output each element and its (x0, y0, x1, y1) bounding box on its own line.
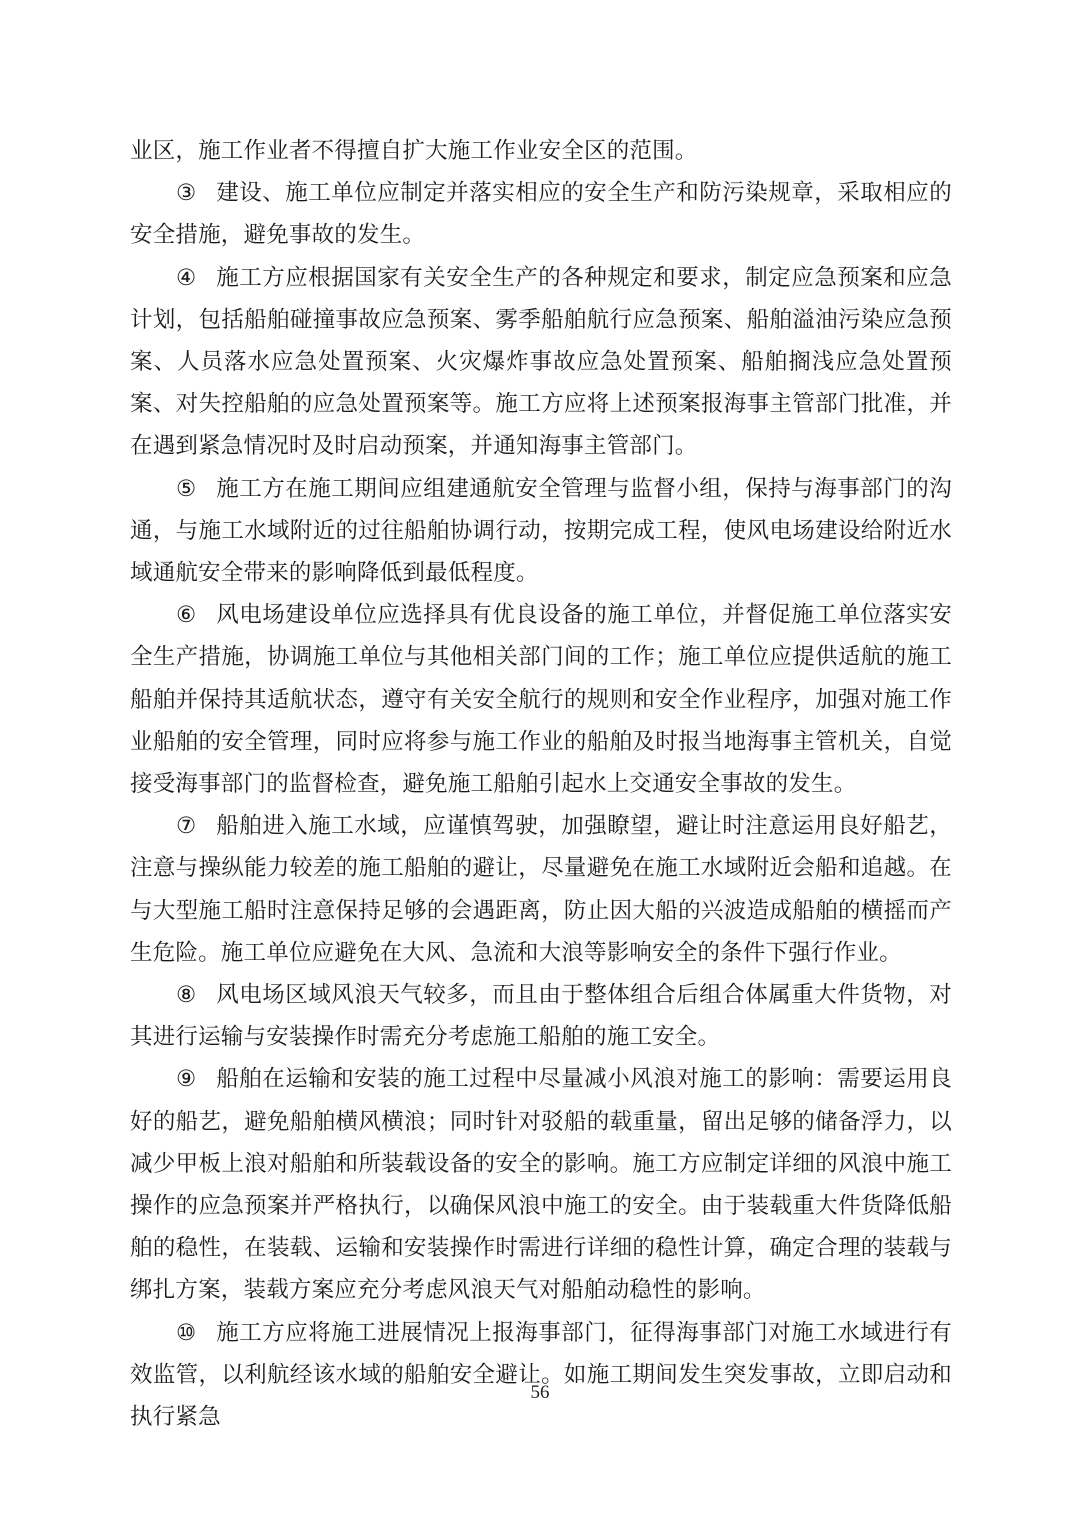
list-item-9 (130, 1058, 952, 1311)
item-number: ⑦ (176, 813, 197, 840)
list-item-4 (130, 257, 952, 468)
item-text: 施工方应根据国家有关安全生产的各种规定和要求，制定应急预案和应急计划，包括船舶碰撞事故应急预案、雾季船舶航行应急预案、船舶溢油污染应急预案、人员落水应急处置预案、火灾爆炸事故应急处置预案、船舶搁浅应急处置预案、对失控船舶的应急处置预案等。施工方应将上述预案报海事主管部门批准，并在遇到紧急情况时及时启动预案，并通知海事主管部门。 (130, 264, 952, 460)
list-item-8 (130, 974, 952, 1058)
item-number: ④ (176, 264, 197, 291)
list-item-5 (130, 468, 952, 595)
item-number: ⑩ (176, 1319, 197, 1346)
list-item-6 (130, 594, 952, 805)
list-item-10 (130, 1312, 952, 1439)
continuation-paragraph: 业区，施工作业者不得擅自扩大施工作业安全区的范围。 (130, 138, 698, 164)
list-item-3 (130, 172, 952, 256)
item-text: 船舶在运输和安装的施工过程中尽量减小风浪对施工的影响：需要运用良好的船艺，避免船舶横风横浪；同时针对驳船的载重量，留出足够的储备浮力，以减少甲板上浪对船舶和所装载设备的安全的影响。施工方应制定详细的风浪中施工操作的应急预案并严格执行，以确保风浪中施工的安全。由于装载重大件货降低船舶的稳性，在装载、运输和安装操作时需进行详细的稳性计算，确定合理的装载与绑扎方案，装载方案应充分考虑风浪天气对船舶动稳性的影响。 (130, 1066, 952, 1304)
item-text: 施工方在施工期间应组建通航安全管理与监督小组，保持与海事部门的沟通，与施工水域附近的过往船舶协调行动，按期完成工程，使风电场建设给附近水域通航安全带来的影响降低到最低程度。 (130, 475, 952, 587)
item-text: 风电场区域风浪天气较多，而且由于整体组合后组合体属重大件货物，对其进行运输与安装操作时需充分考虑施工船舶的施工安全。 (130, 982, 952, 1051)
item-text: 风电场建设单位应选择具有优良设备的施工单位，并督促施工单位落实安全生产措施，协调施工单位与其他相关部门间的工作；施工单位应提供适航的施工船舶并保持其适航状态，遵守有关安全航行的规则和安全作业程序，加强对施工作业船舶的安全管理，同时应将参与施工作业的船舶及时报当地海事主管机关，自觉接受海事部门的监督检查，避免施工船舶引起水上交通安全事故的发生。 (130, 602, 952, 798)
item-number: ③ (176, 180, 197, 207)
list-item-7 (130, 805, 952, 974)
item-text: 施工方应将施工进展情况上报海事部门，征得海事部门对施工水域进行有效监管，以利航经该水域的船舶安全避让。如施工期间发生突发事故，立即启动和执行紧急 (130, 1319, 952, 1431)
item-number: ⑤ (176, 475, 197, 502)
item-number: ⑥ (176, 602, 197, 629)
item-text: 建设、施工单位应制定并落实相应的安全生产和防污染规章，采取相应的安全措施，避免事故的发生。 (130, 180, 952, 249)
item-number: ⑨ (176, 1066, 197, 1093)
item-text: 船舶进入施工水域，应谨慎驾驶，加强瞭望，避让时注意运用良好船艺，注意与操纵能力较差的施工船舶的避让，尽量避免在施工水域附近会船和追越。在与大型施工船时注意保持足够的会遇距离，防止因大船的兴波造成船舶的横摇而产生危险。施工单位应避免在大风、急流和大浪等影响安全的条件下强行作业。 (130, 813, 952, 966)
page-number: 56 (530, 1382, 550, 1403)
item-number: ⑧ (176, 982, 197, 1009)
document-body (130, 130, 952, 1438)
